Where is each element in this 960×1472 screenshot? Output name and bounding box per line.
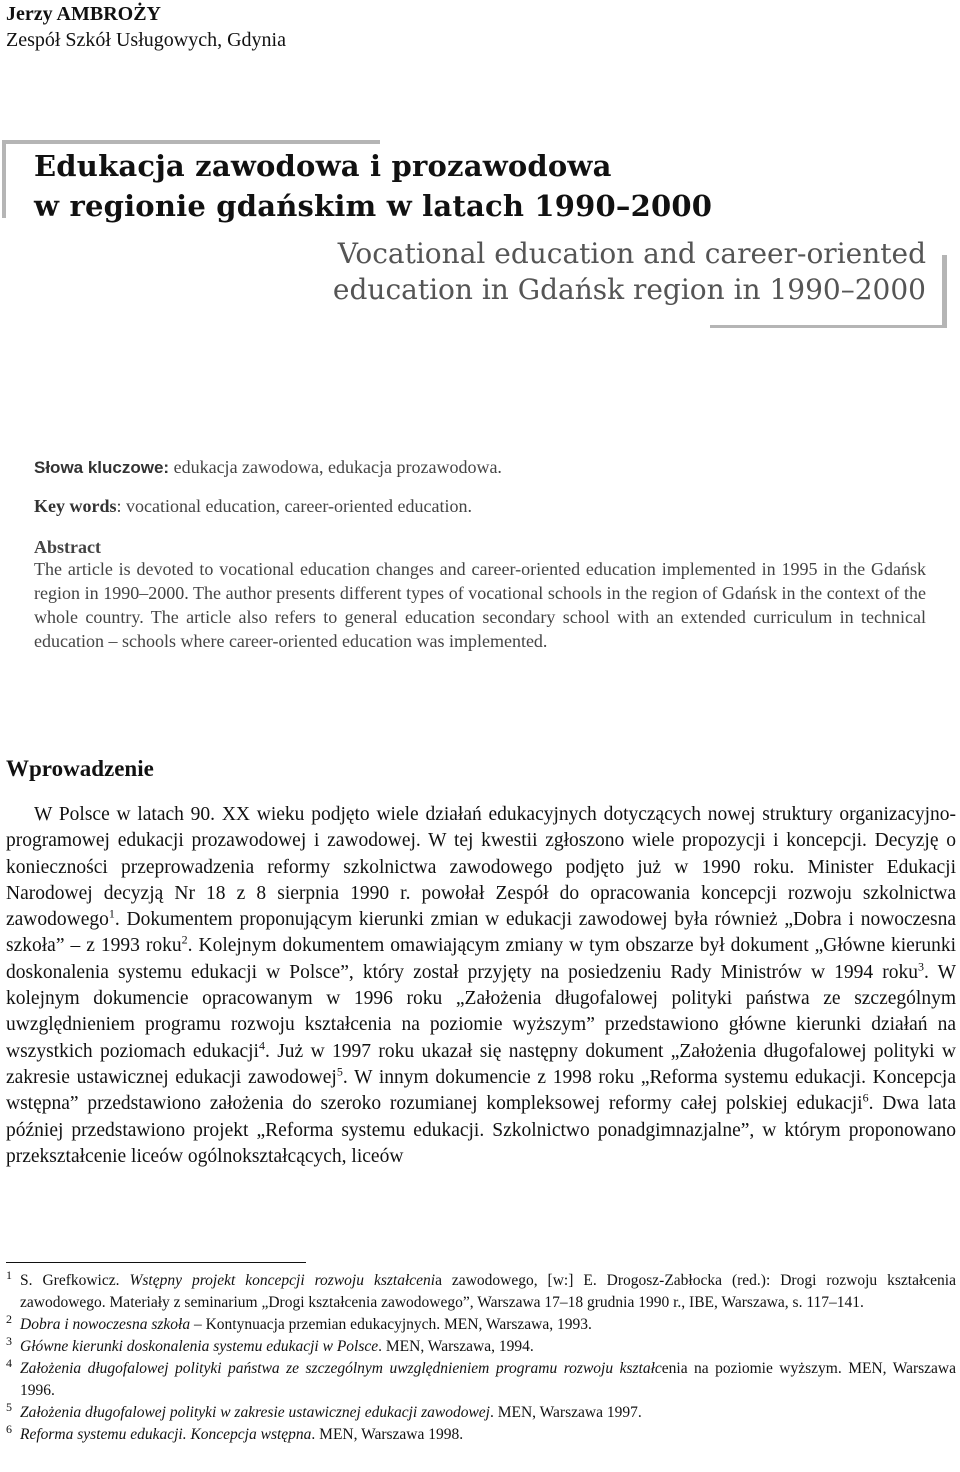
body-text-2: . Dokumentem proponującym kierunki zmian w edukacji zawodowej była również „Dobra i nowoczesna szkoła” – z 1993 roku [6,909,956,957]
keywords-pl-label: Słowa kluczowe: [34,458,170,477]
footnote-number: 1 [6,1268,12,1282]
keywords-pl-text: edukacja zawodowa, edukacja prozawodowa. [169,457,502,477]
footnote-ref-1: 1 [108,906,115,921]
title-frame-left-bar [2,140,6,218]
author-name: Jerzy AMBROŻY [6,3,161,25]
abstract-text: The article is devoted to vocational education changes and career-oriented education implemented in 1995 in the Gdańsk region in 1990–2000. The author presents different types of vocational schools in the region of Gdańsk in the context of the whole country. The article also refers to general education secondary school with an extended curriculum in technical education – schools where career-oriented education was implemented. [34,559,926,651]
footnote-number: 2 [6,1312,12,1326]
footnote-ref-3: 3 [917,959,924,974]
footnote-text: a zawodowego, [w:] E. Drogosz-Zabłocka (red.): Drogi rozwoju kształcenia zawodowego. Materiały z seminarium „Drogi kształcenia zawodowego”, Warszawa 17–18 grudnia 1990 r., IBE, Warszawa, s. 117–141. [20,1272,956,1311]
footnote-italic: Dobra i nowoczesna szkoła [20,1316,191,1333]
title-frame-top-bar [2,140,380,144]
footnote-text: . MEN, Warszawa 1998. [311,1426,464,1443]
title-line-2: w regionie gdańskim w latach 1990–2000 [34,189,713,223]
footnote-text: enia na poziomie wyższym. MEN, Warszawa 1996. [20,1360,956,1399]
author-affiliation: Zespół Szkół Usługowych, Gdynia [6,29,286,51]
subtitle-line-2: education in Gdańsk region in 1990–2000 [332,273,926,306]
footnote-ref-2: 2 [181,932,188,947]
keywords-en-label: Key words [34,496,117,516]
subtitle-frame-right-bar [942,255,947,327]
footnote-3 [6,1336,956,1358]
subtitle-line-1: Vocational education and career-oriented [337,237,926,270]
footnote-italic: Założenia długofalowej polityki państwa ze szczególnym uwzględnieniem programu rozwoju kształc [20,1360,662,1377]
body-text-7: . Dwa lata później przedstawiono projekt „Reforma systemu edukacji. Szkolnictwo ponadgimnazjalne”, w którym proponowano przekształcenie liceów ogólnokształcących, liceów [6,1093,956,1167]
body-paragraph [6,802,956,1170]
title-line-1: Edukacja zawodowa i prozawodowa [34,149,612,183]
body-paragraph-text [6,802,956,1170]
body-text-3: . Kolejnym dokumentem omawiającym zmiany w tym obszarze był dokument „Główne kierunki doskonalenia systemu edukacji w Polsce”, który został przyjęty na posiedzeniu Rady Ministrów w 1994 roku [6,935,956,983]
footnote-number: 3 [6,1334,12,1348]
body-text-5: . Już w 1997 roku ukazał się następny dokument „Założenia długofalowej polityki w zakresie ustawicznej edukacji zawodowej [6,1040,956,1088]
footnote-italic: Reforma systemu edukacji. Koncepcja wstępna [20,1426,312,1443]
body-text-1: W Polsce w latach 90. XX wieku podjęto wiele działań edukacyjnych dotyczących nowej struktury organizacyjno-programowej edukacji prozawodowej i zawodowej. W tej kwestii zgłoszono wiele propozycji i koncepcji. Decyzję o konieczności przeprowadzenia reformy szkolnictwa zawodowego podjęto już w 1990 roku. Minister Edukacji Narodowej decyzją Nr 18 z 8 sierpnia 1990 r. powołał Zespół do opracowania koncepcji rozwoju szkolnictwa zawodowego [6,804,956,931]
article-title-en [333,236,926,308]
abstract-heading: Abstract [34,537,101,557]
keywords-pl [34,455,502,480]
footnote-ref-5: 5 [336,1064,343,1079]
footnote-text: – Kontynuacja przemian edukacyjnych. MEN, Warszawa, 1993. [190,1316,592,1333]
footnote-italic: Założenia długofalowej polityki w zakresie ustawicznej edukacji zawodowej [20,1404,490,1421]
footnote-1 [6,1270,956,1314]
article-title-pl [34,146,712,226]
keywords-en-text: : vocational education, career-oriented education. [116,496,472,516]
footnote-ref-4: 4 [258,1038,265,1053]
body-text-6: . W innym dokumencie z 1998 roku „Reforma systemu edukacji. Koncepcja wstępna” przedstawiono założenia do szeroko rozumianej kompleksowej reformy całej polskiej edukacji [6,1066,957,1115]
footnote-number: 5 [6,1400,12,1414]
keywords-en [34,494,472,518]
footnote-number: 6 [6,1422,12,1436]
footnote-5 [6,1402,956,1424]
footnotes [6,1270,956,1446]
footnote-number: 4 [6,1356,12,1370]
section-heading: Wprowadzenie [6,756,154,781]
footnote-text: . MEN, Warszawa, 1994. [378,1338,534,1355]
body-text-4: . W kolejnym dokumencie opracowanym w 1996 roku „Założenia długofalowej polityki państwa ze szczególnym uwzględnieniem programu rozwoju kształcenia na poziomie wyższym” przedstawiono główne kierunki działań na wszystkich poziomach edukacji [6,961,956,1062]
footnote-4 [6,1358,956,1402]
footnote-2 [6,1314,956,1336]
footnote-italic: Wstępny projekt koncepcji rozwoju kształceni [129,1272,436,1289]
subtitle-frame-bottom-bar [710,325,947,328]
footnote-text: . MEN, Warszawa 1997. [489,1404,642,1421]
footnote-italic: Główne kierunki doskonalenia systemu edukacji w Polsce [20,1338,379,1355]
footnote-6 [6,1424,956,1446]
footnote-text: S. Grefkowicz. [20,1272,130,1289]
footnote-ref-6: 6 [862,1090,869,1105]
footnote-separator [6,1262,306,1263]
